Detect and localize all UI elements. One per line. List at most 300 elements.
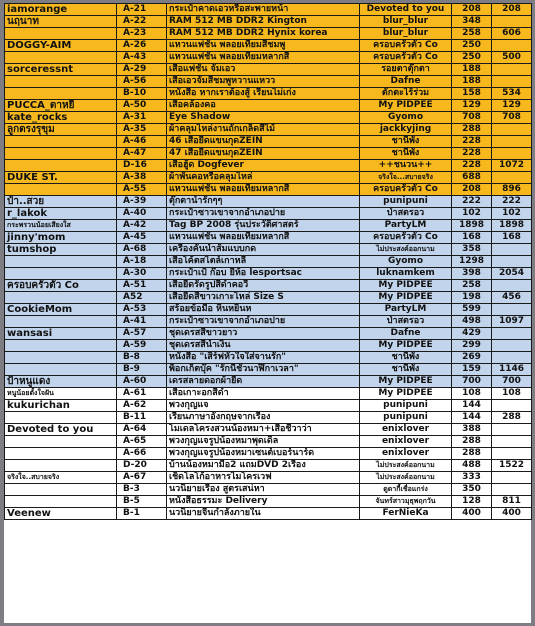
table-row (5, 340, 532, 352)
code-cell: A-30 (117, 268, 167, 280)
user-cell: หนูน้อยตั้งใจฝัน (5, 388, 117, 400)
item-cell: เสื้อแฟชั่น จั๊มเอว (167, 64, 360, 76)
seller-cell: Gyomo (360, 256, 452, 268)
user-cell: iamorange (5, 4, 117, 16)
table-row (5, 508, 532, 520)
user-cell: jinny'mom (5, 232, 117, 244)
seller-cell: FerNieKa (360, 508, 452, 520)
total-cell (492, 172, 532, 184)
price-cell: 128 (452, 496, 492, 508)
price-cell: 388 (452, 424, 492, 436)
seller-cell: My PIDPEE (360, 292, 452, 304)
table-row (5, 88, 532, 100)
table-row (5, 124, 532, 136)
item-cell: RAM 512 MB DDR2 Hynix korea (167, 28, 360, 40)
code-cell: B-9 (117, 364, 167, 376)
item-cell: 46 เสื้อยืดแขนกุดZEIN (167, 136, 360, 148)
item-cell: เสื้อเกาะอกสีดำ (167, 388, 360, 400)
seller-cell: PartyLM (360, 304, 452, 316)
user-cell (5, 460, 117, 472)
user-cell: wansasi (5, 328, 117, 340)
table-row (5, 232, 532, 244)
price-cell: 333 (452, 472, 492, 484)
price-cell: 498 (452, 316, 492, 328)
seller-cell: ดูดากี้เชื่อแกร่ง (360, 484, 452, 496)
code-cell: A-67 (117, 472, 167, 484)
user-cell: kate_rocks (5, 112, 117, 124)
code-cell: A-59 (117, 340, 167, 352)
seller-cell: จันทร์สาวมุธุพฤกวัน (360, 496, 452, 508)
item-cell: ผ้าคลุมไหล่งานถักเกล็ดสีไม้ (167, 124, 360, 136)
user-cell (5, 364, 117, 376)
code-cell: A-39 (117, 196, 167, 208)
total-cell: 208 (492, 4, 532, 16)
total-cell (492, 76, 532, 88)
price-cell: 102 (452, 208, 492, 220)
table-row (5, 160, 532, 172)
item-cell: โมเดลโครงสวนน้องหมา+เสื้อชีวาว่า (167, 424, 360, 436)
table-row (5, 364, 532, 376)
seller-cell: PartyLM (360, 220, 452, 232)
item-cell: เสื้อยืดรัดรูปสีดำคอวี (167, 280, 360, 292)
price-cell: 348 (452, 16, 492, 28)
seller-cell: ป่าสตรอว (360, 316, 452, 328)
item-cell: เช็ดโลโก้อาหารไมโครเวฟ (167, 472, 360, 484)
price-cell: 258 (452, 28, 492, 40)
price-cell: 198 (452, 292, 492, 304)
price-cell: 158 (452, 88, 492, 100)
price-cell: 188 (452, 76, 492, 88)
table-row (5, 40, 532, 52)
seller-cell: ชานี้พั้ง (360, 352, 452, 364)
code-cell: A-51 (117, 280, 167, 292)
price-cell: 208 (452, 4, 492, 16)
price-cell: 222 (452, 196, 492, 208)
price-cell: 708 (452, 112, 492, 124)
item-cell: กระเป๋าเป้ ก๊อบ ยี่ห้อ lesportsac (167, 268, 360, 280)
price-cell: 250 (452, 52, 492, 64)
table-row (5, 76, 532, 88)
total-cell: 168 (492, 232, 532, 244)
price-cell: 250 (452, 40, 492, 52)
item-cell: หนังสือธรรมะ Delivery (167, 496, 360, 508)
seller-cell: ไม่ประสงค์ออกนาม (360, 472, 452, 484)
total-cell: 700 (492, 376, 532, 388)
code-cell: A-38 (117, 172, 167, 184)
item-cell: พวงกุญแจ (167, 400, 360, 412)
item-cell: ชุดเดรสสีน้ำเงิน (167, 340, 360, 352)
table-row (5, 28, 532, 40)
code-cell: A-42 (117, 220, 167, 232)
table-row (5, 16, 532, 28)
price-cell: 599 (452, 304, 492, 316)
item-cell: เสื้อฮู้ด Dogfever (167, 160, 360, 172)
price-cell: 129 (452, 100, 492, 112)
user-cell: จริงใจ..สบายจริง (5, 472, 117, 484)
item-cell: RAM 512 MB DDR2 Kington (167, 16, 360, 28)
price-cell: 288 (452, 448, 492, 460)
table-row (5, 148, 532, 160)
price-cell: 400 (452, 508, 492, 520)
user-cell (5, 268, 117, 280)
user-cell (5, 88, 117, 100)
price-cell: 108 (452, 388, 492, 400)
price-cell: 700 (452, 376, 492, 388)
code-cell: A-21 (117, 4, 167, 16)
total-cell: 108 (492, 388, 532, 400)
total-cell: 896 (492, 184, 532, 196)
code-cell: B-11 (117, 412, 167, 424)
table-row (5, 448, 532, 460)
code-cell: B-3 (117, 484, 167, 496)
user-cell (5, 292, 117, 304)
total-cell: 129 (492, 100, 532, 112)
code-cell: A-47 (117, 148, 167, 160)
total-cell (492, 304, 532, 316)
price-cell: 358 (452, 244, 492, 256)
table-row (5, 328, 532, 340)
item-cell: นวนิยายเรื่อง สูตรเสน่หา (167, 484, 360, 496)
table-row (5, 484, 532, 496)
seller-cell: ไม่ประสงค์ออกนาม (360, 244, 452, 256)
total-cell (492, 484, 532, 496)
price-cell: 258 (452, 280, 492, 292)
price-cell: 228 (452, 136, 492, 148)
code-cell: D-20 (117, 460, 167, 472)
price-cell: 159 (452, 364, 492, 376)
user-cell: DUKE ST. (5, 172, 117, 184)
seller-cell: Devoted to you (360, 4, 452, 16)
code-cell: A-46 (117, 136, 167, 148)
user-cell: ลูกตรงรุขุม (5, 124, 117, 136)
user-cell (5, 448, 117, 460)
seller-cell: enixlover (360, 436, 452, 448)
code-cell: A-50 (117, 100, 167, 112)
seller-cell: ครอบครัวตัว Co (360, 52, 452, 64)
seller-cell: enixlover (360, 424, 452, 436)
table-row (5, 352, 532, 364)
seller-cell: Dafne (360, 328, 452, 340)
total-cell (492, 124, 532, 136)
total-cell (492, 352, 532, 364)
item-cell: เสื้อยืดสีขาวเกาะไหล่ Size S (167, 292, 360, 304)
seller-cell: ครอบครัวตัว Co (360, 40, 452, 52)
price-cell: 350 (452, 484, 492, 496)
item-cell: เครื่องคั้นน้ำส้มแบบกด (167, 244, 360, 256)
code-cell: A-55 (117, 184, 167, 196)
user-cell (5, 76, 117, 88)
table-row (5, 496, 532, 508)
table-row (5, 316, 532, 328)
seller-cell: ครอบครัวตัว Co (360, 232, 452, 244)
total-cell (492, 436, 532, 448)
seller-cell: ชานี้พั้ง (360, 364, 452, 376)
code-cell: A-29 (117, 64, 167, 76)
seller-cell: ไม่ประสงค์ออกนาม (360, 460, 452, 472)
price-cell: 288 (452, 436, 492, 448)
item-cell: กระเป๋าซาวเขาจากอำเภอปาย (167, 316, 360, 328)
total-cell (492, 136, 532, 148)
table-row (5, 424, 532, 436)
user-cell (5, 316, 117, 328)
price-sheet (4, 3, 531, 623)
code-cell: B-5 (117, 496, 167, 508)
price-cell: 488 (452, 460, 492, 472)
total-cell (492, 340, 532, 352)
total-cell (492, 64, 532, 76)
code-cell: A-40 (117, 208, 167, 220)
item-cell: สร้อยข้อมือ หินหยินห (167, 304, 360, 316)
table-row (5, 136, 532, 148)
total-cell (492, 424, 532, 436)
user-cell: นฤนาท (5, 16, 117, 28)
price-cell: 208 (452, 184, 492, 196)
table-row (5, 208, 532, 220)
price-cell: 228 (452, 160, 492, 172)
total-cell: 1898 (492, 220, 532, 232)
code-cell: A-23 (117, 28, 167, 40)
table-row (5, 4, 532, 16)
table-row (5, 172, 532, 184)
table-row (5, 472, 532, 484)
seller-cell: ++ชนวน++ (360, 160, 452, 172)
total-cell: 708 (492, 112, 532, 124)
total-cell (492, 400, 532, 412)
table-row (5, 376, 532, 388)
item-cell: ตุ๊กตาน้ำรักๆๆ (167, 196, 360, 208)
item-cell: เรียนภาษาอังกฤษจากเรื่อง (167, 412, 360, 424)
code-cell: A-41 (117, 316, 167, 328)
total-cell: 288 (492, 412, 532, 424)
user-cell (5, 496, 117, 508)
user-cell: kukurichan (5, 400, 117, 412)
code-cell: B-10 (117, 88, 167, 100)
code-cell: A-26 (117, 40, 167, 52)
table-row (5, 460, 532, 472)
item-cell: กระเป๋าคาดเอวหรือสะพายหน้า (167, 4, 360, 16)
item-cell: Tag BP 2008 รุ่นประวัติศาสตร์ (167, 220, 360, 232)
user-cell (5, 160, 117, 172)
seller-cell: luknamkem (360, 268, 452, 280)
table-row (5, 244, 532, 256)
item-cell: เสื้อเอวจั๊มสีชมพูหวานแหวว (167, 76, 360, 88)
total-cell (492, 280, 532, 292)
seller-cell: Gyomo (360, 112, 452, 124)
item-cell: บ้านน้องหมามือ2 แถมDVD 2เรื่อง (167, 460, 360, 472)
table-row (5, 400, 532, 412)
price-cell: 228 (452, 148, 492, 160)
user-cell: ป้าหนูแดง (5, 376, 117, 388)
item-cell: แหวนแฟชั่น พลอยเทียมหลากสี (167, 184, 360, 196)
total-cell (492, 40, 532, 52)
table-row (5, 304, 532, 316)
code-cell: A-22 (117, 16, 167, 28)
user-cell: Devoted to you (5, 424, 117, 436)
user-cell: Veenew (5, 508, 117, 520)
item-cell: แหวนแฟชั่น พลอยเทียมหลากสี (167, 52, 360, 64)
user-cell: PUCCA_ตาหยี (5, 100, 117, 112)
total-cell: 811 (492, 496, 532, 508)
item-cell: แหวนแฟชั่น พลอยเทียมหลากสี (167, 232, 360, 244)
table-row (5, 436, 532, 448)
code-cell: B-1 (117, 508, 167, 520)
user-cell: r_lakok (5, 208, 117, 220)
item-cell: หนังสือ "เสิร์ฟหัวใจใส่จานรัก" (167, 352, 360, 364)
code-cell: A52 (117, 292, 167, 304)
table-row (5, 280, 532, 292)
user-cell (5, 484, 117, 496)
price-cell: 288 (452, 124, 492, 136)
price-cell: 168 (452, 232, 492, 244)
user-cell (5, 28, 117, 40)
seller-cell: punipuni (360, 412, 452, 424)
total-cell: 1097 (492, 316, 532, 328)
code-cell: A-60 (117, 376, 167, 388)
seller-cell: ครอบครัวตัว Co (360, 184, 452, 196)
seller-cell: Dafne (360, 76, 452, 88)
table-row (5, 268, 532, 280)
total-cell (492, 472, 532, 484)
total-cell: 400 (492, 508, 532, 520)
code-cell: A-43 (117, 52, 167, 64)
price-cell: 688 (452, 172, 492, 184)
total-cell: 606 (492, 28, 532, 40)
seller-cell: My PIDPEE (360, 100, 452, 112)
table-row (5, 52, 532, 64)
user-cell (5, 256, 117, 268)
total-cell (492, 328, 532, 340)
table-row (5, 292, 532, 304)
seller-cell: จริงใจ...สบายจริง (360, 172, 452, 184)
code-cell: A-45 (117, 232, 167, 244)
seller-cell: blur_blur (360, 16, 452, 28)
code-cell: A-64 (117, 424, 167, 436)
seller-cell: My PIDPEE (360, 388, 452, 400)
price-cell: 429 (452, 328, 492, 340)
total-cell: 1072 (492, 160, 532, 172)
user-cell: tumshop (5, 244, 117, 256)
item-cell: พวงกุญแจรูปน้องหมาพุดเดิ้ล (167, 436, 360, 448)
item-cell: เสื้อโค้ตสไตล์เกาหลี (167, 256, 360, 268)
item-cell: ชุดเดรสสีขาวยาว (167, 328, 360, 340)
total-cell (492, 244, 532, 256)
item-cell: ผ้าพันคอหรือคลุมไหล่ (167, 172, 360, 184)
user-cell (5, 148, 117, 160)
seller-cell: blur_blur (360, 28, 452, 40)
user-cell: CookieMom (5, 304, 117, 316)
seller-cell: ป่าสตรอว (360, 208, 452, 220)
user-cell: ป๋า..สวย (5, 196, 117, 208)
item-cell: กระเป๋าซาวเขาจากอำเภอปาย (167, 208, 360, 220)
code-cell: A-68 (117, 244, 167, 256)
item-cell: หนังสือ หากเราต้องสู้ เรียนไม่เก่ง (167, 88, 360, 100)
user-cell: กระพรวนน้อยเสียงใส (5, 220, 117, 232)
total-cell (492, 448, 532, 460)
seller-cell: My PIDPEE (360, 280, 452, 292)
code-cell: A-56 (117, 76, 167, 88)
seller-cell: punipuni (360, 196, 452, 208)
total-cell: 534 (492, 88, 532, 100)
user-cell: sorceressnt (5, 64, 117, 76)
table-row (5, 220, 532, 232)
item-cell: นวนิยายจีนกำลังภายใน (167, 508, 360, 520)
table-row (5, 64, 532, 76)
item-cell: พ็อกเก็ตบุ๊ค "รักนี้ชั่วนาฬิกาเวลา" (167, 364, 360, 376)
price-cell: 398 (452, 268, 492, 280)
table-row (5, 112, 532, 124)
user-cell (5, 340, 117, 352)
seller-cell: รอยตาตุ๊กตา (360, 64, 452, 76)
code-cell: A-53 (117, 304, 167, 316)
table-row (5, 412, 532, 424)
price-cell: 144 (452, 400, 492, 412)
total-cell: 102 (492, 208, 532, 220)
code-cell: A-61 (117, 388, 167, 400)
total-cell: 2054 (492, 268, 532, 280)
code-cell: D-16 (117, 160, 167, 172)
item-cell: เดรสลายดอกผ้ายืด (167, 376, 360, 388)
table-row (5, 196, 532, 208)
user-cell (5, 184, 117, 196)
user-cell (5, 52, 117, 64)
user-cell: ครอบครัวตัว Co (5, 280, 117, 292)
total-cell (492, 16, 532, 28)
total-cell (492, 148, 532, 160)
total-cell: 222 (492, 196, 532, 208)
seller-cell: enixlover (360, 448, 452, 460)
seller-cell: ชานี้พั้ง (360, 148, 452, 160)
seller-cell: jackkyjing (360, 124, 452, 136)
item-cell: Eye Shadow (167, 112, 360, 124)
code-cell: B-8 (117, 352, 167, 364)
code-cell: A-65 (117, 436, 167, 448)
user-cell (5, 352, 117, 364)
seller-cell: punipuni (360, 400, 452, 412)
table-row (5, 184, 532, 196)
total-cell (492, 256, 532, 268)
user-cell (5, 412, 117, 424)
order-table (4, 3, 532, 520)
code-cell: A-35 (117, 124, 167, 136)
order-rows (5, 4, 532, 520)
user-cell (5, 136, 117, 148)
item-cell: แหวนแฟชั่น พลอยเทียมสีชมพู (167, 40, 360, 52)
total-cell: 1522 (492, 460, 532, 472)
item-cell: 47 เสื้อยืดแขนกุดZEIN (167, 148, 360, 160)
table-row (5, 256, 532, 268)
user-cell: DOGGY-AIM (5, 40, 117, 52)
price-cell: 188 (452, 64, 492, 76)
price-cell: 1898 (452, 220, 492, 232)
seller-cell: ตักตะไร้ร่วม (360, 88, 452, 100)
table-row (5, 100, 532, 112)
seller-cell: My PIDPEE (360, 340, 452, 352)
total-cell: 1146 (492, 364, 532, 376)
total-cell: 456 (492, 292, 532, 304)
item-cell: พวงกุญแจรูปน้องหมาเซนต์เบอร์นาร์ด (167, 448, 360, 460)
item-cell: เสื้อคล้องคอ (167, 100, 360, 112)
seller-cell: ชานี้พั้ง (360, 136, 452, 148)
price-cell: 1298 (452, 256, 492, 268)
code-cell: A-62 (117, 400, 167, 412)
code-cell: A-66 (117, 448, 167, 460)
price-cell: 269 (452, 352, 492, 364)
code-cell: A-57 (117, 328, 167, 340)
table-row (5, 388, 532, 400)
code-cell: A-18 (117, 256, 167, 268)
seller-cell: My PIDPEE (360, 376, 452, 388)
price-cell: 144 (452, 412, 492, 424)
